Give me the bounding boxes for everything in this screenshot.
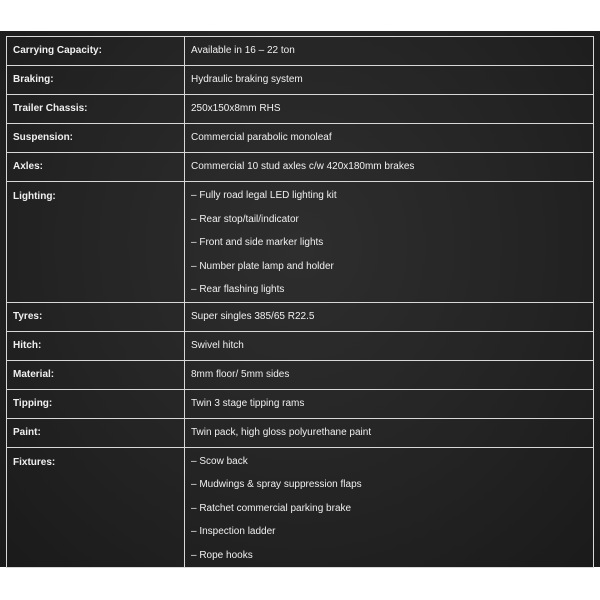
spec-label: Tyres:: [7, 302, 185, 331]
spec-value: [185, 447, 594, 568]
spec-row-lighting: [7, 182, 594, 303]
spec-row-braking: [7, 66, 594, 95]
spec-value-line: – Rear stop/tail/indicator: [191, 213, 299, 225]
spec-value: [185, 182, 594, 303]
spec-label: Paint:: [7, 418, 185, 447]
spec-label: Axles:: [7, 153, 185, 182]
spec-label: Carrying Capacity:: [7, 37, 185, 66]
spec-row-axles: [7, 153, 594, 182]
spec-value-line: Hydraulic braking system: [191, 74, 303, 85]
spec-row-tipping: [7, 389, 594, 418]
spec-value-line: Swivel hitch: [191, 339, 244, 351]
spec-value-line: – Fully road legal LED lighting kit: [191, 190, 337, 201]
spec-value-line: – Ratchet commercial parking brake: [191, 502, 352, 514]
spec-row-trailer-chassis: [7, 95, 594, 124]
spec-label: Material:: [7, 360, 185, 389]
spec-value-line: – Rear flashing lights: [191, 284, 285, 295]
spec-label: Braking:: [7, 66, 185, 95]
spec-value-line: Commercial 10 stud axles c/w 420x180mm brakes: [191, 161, 415, 172]
spec-value-line: – Front and side marker lights: [191, 237, 324, 248]
spec-label: Trailer Chassis:: [7, 95, 185, 124]
spec-value-line: Twin 3 stage tipping rams: [191, 397, 305, 409]
spec-row-material: [7, 360, 594, 389]
spec-row-tyres: [7, 302, 594, 331]
spec-value: [185, 389, 594, 418]
spec-value-line: Super singles 385/65 R22.5: [191, 310, 315, 322]
spec-value-line: Twin pack, high gloss polyurethane paint: [191, 426, 372, 438]
spec-label: Hitch:: [7, 331, 185, 360]
spec-value-line: Available in 16 – 22 ton: [191, 45, 295, 56]
spec-value: [185, 360, 594, 389]
spec-value: [185, 124, 594, 153]
spec-value: [185, 302, 594, 331]
spec-value: [185, 66, 594, 95]
spec-value-line: – Inspection ladder: [191, 526, 276, 537]
spec-label: Tipping:: [7, 389, 185, 418]
spec-value-line: 8mm floor/ 5mm sides: [191, 368, 290, 380]
spec-value-line: 250x150x8mm RHS: [191, 103, 281, 114]
spec-row-paint: [7, 418, 594, 447]
spec-row-fixtures: [7, 447, 594, 568]
spec-label: Lighting:: [7, 182, 185, 303]
spec-value-line: – Mudwings & spray suppression flaps: [191, 479, 362, 490]
spec-value: [185, 37, 594, 66]
spec-panel: [0, 31, 600, 567]
spec-value-line: – Number plate lamp and holder: [191, 260, 334, 272]
spec-row-carrying-capacity: [7, 37, 594, 66]
spec-row-suspension: [7, 124, 594, 153]
spec-value: [185, 418, 594, 447]
spec-value: [185, 153, 594, 182]
spec-row-hitch: [7, 331, 594, 360]
spec-value: [185, 331, 594, 360]
spec-value: [185, 95, 594, 124]
spec-value-line: Commercial parabolic monoleaf: [191, 132, 332, 143]
spec-label: Fixtures:: [7, 447, 185, 568]
spec-value-line: – Scow back: [191, 455, 248, 467]
spec-table: [6, 36, 594, 568]
spec-label: Suspension:: [7, 124, 185, 153]
spec-value-line: – Rope hooks: [191, 549, 253, 561]
